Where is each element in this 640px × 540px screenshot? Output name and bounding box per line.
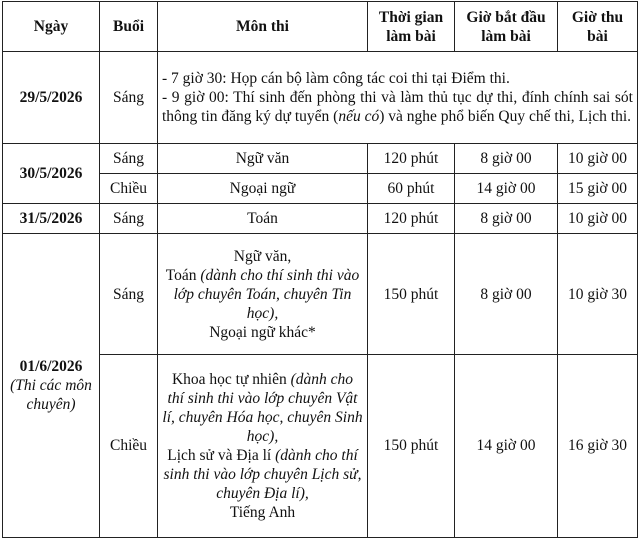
end-time-cell: 16 giờ 30 (558, 354, 638, 537)
subject-cell: Ngữ văn (158, 144, 368, 174)
end-time-cell: 15 giờ 00 (558, 174, 638, 204)
date-cell: 29/5/2026 (3, 52, 100, 144)
session-cell: Sáng (100, 234, 158, 354)
date-note: (Thi các môn chuyên) (10, 377, 92, 414)
header-bat-dau-line1: Giờ bắt đầu (466, 8, 546, 26)
start-time-cell: 8 giờ 00 (455, 234, 558, 354)
briefing-line-1: - 7 giờ 30: Họp cán bộ làm công tác coi thi tại Điểm thi. (162, 70, 510, 88)
duration-cell: 150 phút (368, 234, 455, 354)
start-time-cell: 8 giờ 00 (455, 204, 558, 234)
briefing-text: - 9 giờ 00: Thí sinh đến phòng thi và làm thủ tục dự thi, đính chính sai sót thông tin đăng ký dự tuyển ( (162, 89, 633, 126)
subject-line (162, 446, 363, 503)
session-cell: Sáng (100, 144, 158, 174)
subject-italic-note: (dành cho thí sinh thi vào lớp chuyên Lịch sử, chuyên Địa lí), (163, 446, 362, 502)
table-row (3, 234, 638, 354)
start-time-cell: 8 giờ 00 (455, 144, 558, 174)
end-time-cell: 10 giờ 00 (558, 204, 638, 234)
session-cell: Chiều (100, 174, 158, 204)
header-mon-thi: Môn thi (158, 2, 368, 52)
session-cell: Chiều (100, 354, 158, 537)
header-ngay: Ngày (3, 2, 100, 52)
duration-cell: 60 phút (368, 174, 455, 204)
briefing-text-end: ) và nghe phổ biến Quy chế thi, Lịch thi. (379, 108, 632, 126)
subject-line (162, 370, 363, 446)
subject-cell (158, 354, 368, 537)
subject-italic-note: (dành cho thí sinh thi vào lớp chuyên Toán, chuyên Tin học), (173, 266, 360, 322)
table-row (3, 52, 638, 144)
duration-cell: 120 phút (368, 204, 455, 234)
date-cell: 30/5/2026 (3, 144, 100, 204)
subject-cell: Ngoại ngữ (158, 174, 368, 204)
subject-cell (158, 234, 368, 354)
date-cell (3, 234, 100, 538)
subject-line (162, 266, 363, 323)
date-cell: 31/5/2026 (3, 204, 100, 234)
subject-text: Toán (165, 266, 201, 284)
header-thu-bai-line1: Giờ thu (571, 8, 624, 26)
session-cell: Sáng (100, 204, 158, 234)
subject-line: Tiếng Anh (229, 503, 296, 521)
subject-cell: Toán (158, 204, 368, 234)
table-row (3, 144, 638, 174)
subject-text: Khoa học tự nhiên (171, 370, 291, 388)
duration-cell: 120 phút (368, 144, 455, 174)
subject-text: Lịch sử và Địa lí (167, 446, 276, 464)
table-row (3, 204, 638, 234)
briefing-italic-note: nếu có (338, 108, 380, 126)
duration-cell: 150 phút (368, 354, 455, 537)
end-time-cell: 10 giờ 30 (558, 234, 638, 354)
subject-italic-note: (dành cho thí sinh thi vào lớp chuyên Vật lí, chuyên Hóa học, chuyên Sinh học), (162, 370, 363, 445)
header-thoi-gian (368, 2, 455, 52)
session-cell: Sáng (100, 52, 158, 144)
header-thoi-gian-line2: làm bài (386, 27, 436, 45)
briefing-line-2 (162, 88, 633, 126)
header-gio-thu-bai (558, 2, 638, 52)
start-time-cell: 14 giờ 00 (455, 174, 558, 204)
header-bat-dau-line2: làm bài (481, 27, 531, 45)
header-thu-bai-line2: bài (587, 27, 608, 45)
header-row (3, 2, 638, 52)
header-gio-bat-dau (455, 2, 558, 52)
end-time-cell: 10 giờ 00 (558, 144, 638, 174)
exam-schedule-table (2, 1, 638, 538)
header-buoi: Buổi (100, 2, 158, 52)
subject-line: Ngữ văn, (233, 247, 292, 265)
briefing-cell (158, 52, 638, 144)
start-time-cell: 14 giờ 00 (455, 354, 558, 537)
header-thoi-gian-line1: Thời gian (378, 8, 444, 26)
subject-line: Ngoại ngữ khác* (209, 323, 316, 341)
date-text: 01/6/2026 (19, 358, 83, 376)
